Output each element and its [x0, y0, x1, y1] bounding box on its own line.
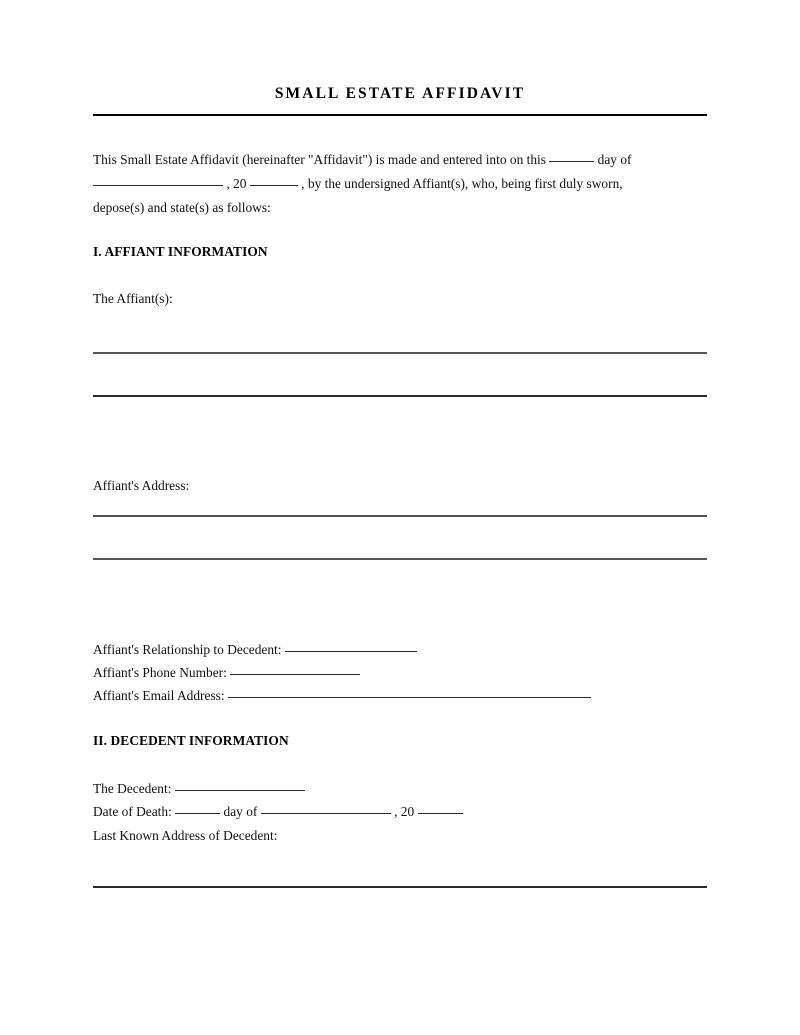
blank-month-field[interactable] — [93, 185, 223, 186]
blank-death-year-field[interactable] — [418, 813, 463, 814]
label-date-of-death-day-of: day of — [223, 804, 258, 819]
label-affiant-phone-text: Affiant's Phone Number: — [93, 665, 227, 680]
affiant-address-write-line-1[interactable] — [93, 515, 707, 517]
intro-line-1 — [93, 148, 707, 172]
blank-relationship-field[interactable] — [285, 651, 417, 652]
label-affiant-relationship-text: Affiant's Relationship to Decedent: — [93, 642, 282, 657]
blank-email-field[interactable] — [228, 697, 591, 698]
affiant-name-write-line-1[interactable] — [93, 352, 707, 354]
label-the-decedent — [93, 779, 305, 799]
blank-decedent-name-field[interactable] — [175, 790, 305, 791]
intro-line-3: depose(s) and state(s) as follows: — [93, 200, 271, 215]
label-affiant-phone — [93, 663, 360, 683]
label-date-of-death-text: Date of Death: — [93, 804, 172, 819]
last-known-address-write-line-1[interactable] — [93, 886, 707, 888]
title-divider — [93, 114, 707, 116]
blank-year-field[interactable] — [250, 185, 298, 186]
blank-death-day-field[interactable] — [175, 813, 220, 814]
label-the-affiants: The Affiant(s): — [93, 291, 173, 306]
label-affiant-email — [93, 686, 591, 706]
label-affiants-address: Affiant's Address: — [93, 478, 190, 493]
intro-line-2-year-prefix: , 20 — [226, 176, 247, 191]
label-date-of-death — [93, 802, 463, 822]
blank-phone-field[interactable] — [230, 674, 360, 675]
label-affiant-email-text: Affiant's Email Address: — [93, 688, 225, 703]
page-title: SMALL ESTATE AFFIDAVIT — [274, 85, 526, 102]
section-heading-affiant-information: I. AFFIANT INFORMATION — [93, 244, 268, 259]
section-heading-decedent-information: II. DECEDENT INFORMATION — [93, 733, 289, 748]
blank-death-month-field[interactable] — [261, 813, 391, 814]
intro-paragraph — [93, 148, 707, 220]
intro-line-1-text: This Small Estate Affidavit (hereinafter "Affidavit") is made and entered into on this — [93, 152, 546, 167]
intro-line-1-suffix: day of — [597, 152, 632, 167]
label-the-decedent-text: The Decedent: — [93, 781, 172, 796]
intro-line-2-text: , by the undersigned Affiant(s), who, being first duly sworn, — [301, 176, 623, 191]
intro-line-2 — [93, 172, 707, 196]
label-last-known-address: Last Known Address of Decedent: — [93, 828, 278, 843]
label-date-of-death-year-prefix: , 20 — [394, 804, 415, 819]
affiant-name-write-line-2[interactable] — [93, 395, 707, 397]
blank-day-field[interactable] — [549, 161, 594, 162]
label-affiant-relationship — [93, 640, 417, 660]
affiant-address-write-line-2[interactable] — [93, 558, 707, 560]
